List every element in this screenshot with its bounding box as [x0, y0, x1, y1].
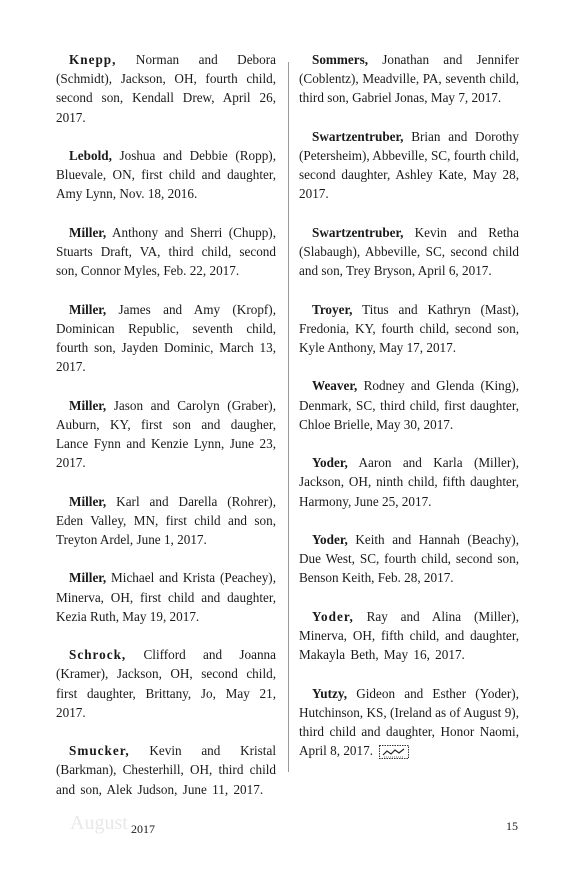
birth-entry: [56, 50, 276, 127]
entry-text: Kevin and Kristal (Barkman), Chesterhill, OH, third child and son, Alek Judson, June 11, 2017.: [56, 743, 276, 797]
entry-text: Karl and Darella (Rohrer), Eden Valley, MN, first child and son, Treyton Ardel, June 1, 2017.: [56, 493, 276, 547]
entry-text: Joshua and Debbie (Ropp), Bluevale, ON, first child and daughter, Amy Lynn, Nov. 18, 2016.: [56, 148, 276, 202]
entry-text: Jason and Carolyn (Graber), Auburn, KY, first son and daugher, Lance Fynn and Kenzie Lynn, June 23, 2017.: [56, 397, 276, 471]
page-number: 15: [506, 819, 518, 833]
family-name: Swartzentruber,: [312, 128, 404, 144]
birth-entry: [56, 223, 276, 281]
family-name: Troyer,: [312, 301, 353, 317]
family-name: Miller,: [69, 493, 107, 509]
footer-month-watermark: August: [70, 812, 128, 834]
entry-text: James and Amy (Kropf), Dominican Republic, seventh child, fourth son, Jayden Dominic, March 13, 2017.: [56, 301, 276, 375]
birth-entry: [299, 684, 519, 761]
right-column: [299, 50, 519, 780]
family-name: Miller,: [69, 397, 107, 413]
birth-entry: [299, 453, 519, 511]
entry-text: Jonathan and Jennifer (Coblentz), Meadville, PA, seventh child, third son, Gabriel Jonas, May 7, 2017.: [299, 52, 519, 106]
entry-text: Clifford and Joanna (Kramer), Jackson, OH, second child, first daughter, Brittany, Jo, May 21, 2017.: [56, 647, 276, 720]
footer-year: 2017: [131, 822, 155, 836]
entry-text: Aaron and Karla (Miller), Jackson, OH, ninth child, fifth daughter, Harmony, June 25, 2017.: [299, 455, 519, 509]
entry-text: Michael and Krista (Peachey), Minerva, OH, first child and daughter, Kezia Ruth, May 19, 2017.: [56, 570, 276, 624]
family-name: Miller,: [69, 570, 107, 586]
left-column: [56, 50, 276, 818]
family-name: Knepp,: [69, 52, 117, 67]
birth-entry: [299, 300, 519, 358]
family-name: Miller,: [69, 301, 107, 317]
birth-entry: [299, 376, 519, 434]
family-name: Yoder,: [312, 608, 354, 624]
birth-entry: [56, 645, 276, 722]
family-name: Swartzentruber,: [312, 224, 404, 240]
family-name: Smucker,: [69, 743, 130, 759]
birth-entry: [56, 568, 276, 626]
column-divider: [288, 62, 289, 772]
birth-entry: [56, 300, 276, 377]
birth-entry: [299, 530, 519, 588]
entry-text: Keith and Hannah (Beachy), Due West, SC, fourth child, second son, Benson Keith, Feb. 28, 2017.: [299, 531, 519, 586]
family-name: Weaver,: [312, 378, 358, 394]
entry-text: Anthony and Sherri (Chupp), Stuarts Draft, VA, third child, second son, Connor Myles, Feb. 22, 2017.: [56, 224, 276, 279]
birth-entry: [56, 741, 276, 799]
entry-text: Ray and Alina (Miller), Minerva, OH, fifth child, and daughter, Makayla Beth, May 16, 2017.: [299, 608, 519, 663]
family-name: Yoder,: [312, 455, 348, 471]
entry-text: Rodney and Glenda (King), Denmark, SC, third child, first daughter, Chloe Brielle, May 30, 2017.: [299, 378, 519, 432]
family-name: Miller,: [69, 224, 107, 240]
family-name: Schrock,: [69, 647, 127, 663]
family-name: Lebold,: [69, 148, 112, 163]
birth-entry: [56, 492, 276, 550]
birth-entry: [299, 607, 519, 665]
entry-text: Brian and Dorothy (Petersheim), Abbeville, SC, fourth child, second daughter, Ashley Kate, May 28, 2017.: [299, 128, 519, 202]
entry-text: Gideon and Esther (Yoder), Hutchinson, KS, (Ireland as of August 9), third child and daughter, Honor Naomi, April 8, 2017.: [299, 685, 519, 759]
family-name: Yutzy,: [312, 685, 348, 701]
birth-entry: [56, 396, 276, 473]
birth-entry: [299, 50, 519, 108]
birth-entry: [299, 127, 519, 204]
entry-text: Titus and Kathryn (Mast), Fredonia, KY, fourth child, second son, Kyle Anthony, May 17, 2017.: [299, 301, 519, 355]
family-name: Yoder,: [312, 531, 348, 547]
entry-text: Norman and Debora (Schmidt), Jackson, OH, fourth child, second son, Kendall Drew, April 26, 2017.: [56, 52, 276, 125]
birth-entry: [56, 146, 276, 204]
birth-entry: [299, 223, 519, 281]
entry-text: Kevin and Retha (Slabaugh), Abbeville, SC, second child and son, Trey Bryson, April 6, 2017.: [299, 224, 519, 279]
family-name: Sommers,: [312, 52, 369, 67]
end-of-section-ornament-icon: [379, 745, 409, 759]
